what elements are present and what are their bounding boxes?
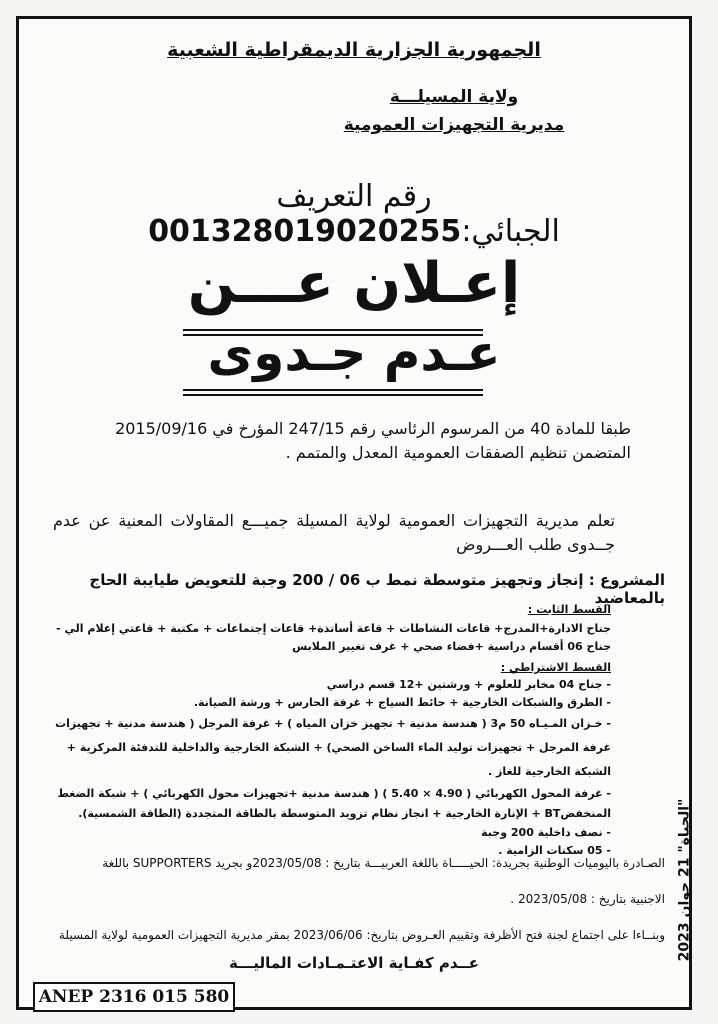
side-date-stamp (672, 790, 696, 970)
title-line-1: إعـلان عـــن (187, 251, 521, 316)
anep-reference-box: ANEP 2316 015 580 (33, 982, 235, 1012)
conditional-item: - 05 سكنات الزامية . (498, 844, 611, 857)
side-date-text: "الحياة" 21 جوان 2023 (676, 798, 693, 962)
publications-block (53, 845, 665, 953)
wilaya-header: ولاية المسيلـــة (389, 87, 519, 107)
conditional-section (37, 661, 611, 860)
conditional-item: - خـزان المـيـاه 50 م3 ( هندسة مدنية + تجهيز خزان المياه ) + غرفة المرجل ( هندسة مدنية + تجهيزات غرفة المرجل + تجهيزات توليد الماء الساخن الصحي) + الشبكة الخارجية والداخلية للتدفئة المركزية + الشبكة الخارجية للغاز . (55, 717, 611, 778)
publications-line-3: وبنــاءا على اجتماع لجنة فتح الأظرفة وتقييم العـروض بتاريخ: 2023/06/06 بمقر مديرية التجهيزات العمومية لولاية المسيلة (58, 928, 665, 942)
fixed-item: جناح 06 أقسام دراسية +فضاء صحي + غرف تغيير الملابس (292, 640, 611, 653)
fixed-section-label: القسط الثابت : (527, 603, 611, 616)
conditional-section-label: القسط الاشتراطي : (500, 661, 611, 674)
title-line-2: عـدم جـدوى (207, 324, 501, 382)
publications-line-2: الاجنبية بتاريخ : 2023/05/08 . (510, 892, 665, 906)
document-frame (16, 16, 692, 1010)
tax-id-label: رقم التعريف الجبائي: (276, 179, 560, 249)
directorate-header: مديرية التجهيزات العمومية (343, 115, 565, 135)
title-underline-2b (183, 394, 483, 396)
conditional-item: - جناح 04 مخابر للعلوم + ورشتين +12 قسم دراسي (326, 678, 611, 691)
notice-paragraph: تعلم مديرية التجهيزات العمومية لولاية المسيلة جميـــع المقاولات المعنية عن عدم جــدوى طلب العـــروض (53, 511, 615, 554)
republic-header: الجمهورية الجزارية الديمقراطية الشعبية (167, 39, 541, 61)
conditional-item: - غرفة المحول الكهربائي ( 4.90 × 5.40 ) ( هندسة مدنية +تجهيزات محول الكهربائي ) + شبكة الضغط المنخفضBT + الإنارة الخارجية + انجاز نظام تزويد المتوسطة بالطاقة المتجددة (الطاقة الشمسية). (57, 787, 611, 820)
publications-line-1: الصـادرة باليوميات الوطنية بجريدة: الحيـــــاة باللغة العربيـــة بتاريخ : 2023/05/08و بجريد SUPPORTERS باللغة (102, 856, 665, 870)
closing-reason: عــدم كفـاية الاعتـمـادات الماليـــة (228, 954, 480, 972)
fixed-item: جناح الادارة+المدرج+ قاعات النشاطات + قاعة أساتذة+ قاعات إجتماعات + مكتبة + قاعتي إعلام الي - (56, 622, 611, 635)
project-line: المشروع : إنجاز وتجهيز متوسطة نمط ب 06 / 200 وجبة للتعويض طيايبة الحاج بالمعاضيد (89, 571, 665, 607)
intro-paragraph: طبقا للمادة 40 من المرسوم الرئاسي رقم 247/15 المؤرخ في 2015/09/16 المتضمن تنظيم الصفقات العمومية المعدل والمتمم . (115, 419, 631, 462)
tax-id-number: 001328019020255 (148, 214, 462, 249)
conditional-item: - نصف داخلية 200 وجبة (481, 826, 611, 839)
title-underline-2 (183, 389, 483, 391)
tax-id-line (79, 179, 629, 249)
fixed-section (47, 603, 611, 656)
conditional-item: - الطرق والشبكات الخارجية + حائط السياج + غرفة الحارس + ورشة الصيانة. (193, 696, 611, 709)
